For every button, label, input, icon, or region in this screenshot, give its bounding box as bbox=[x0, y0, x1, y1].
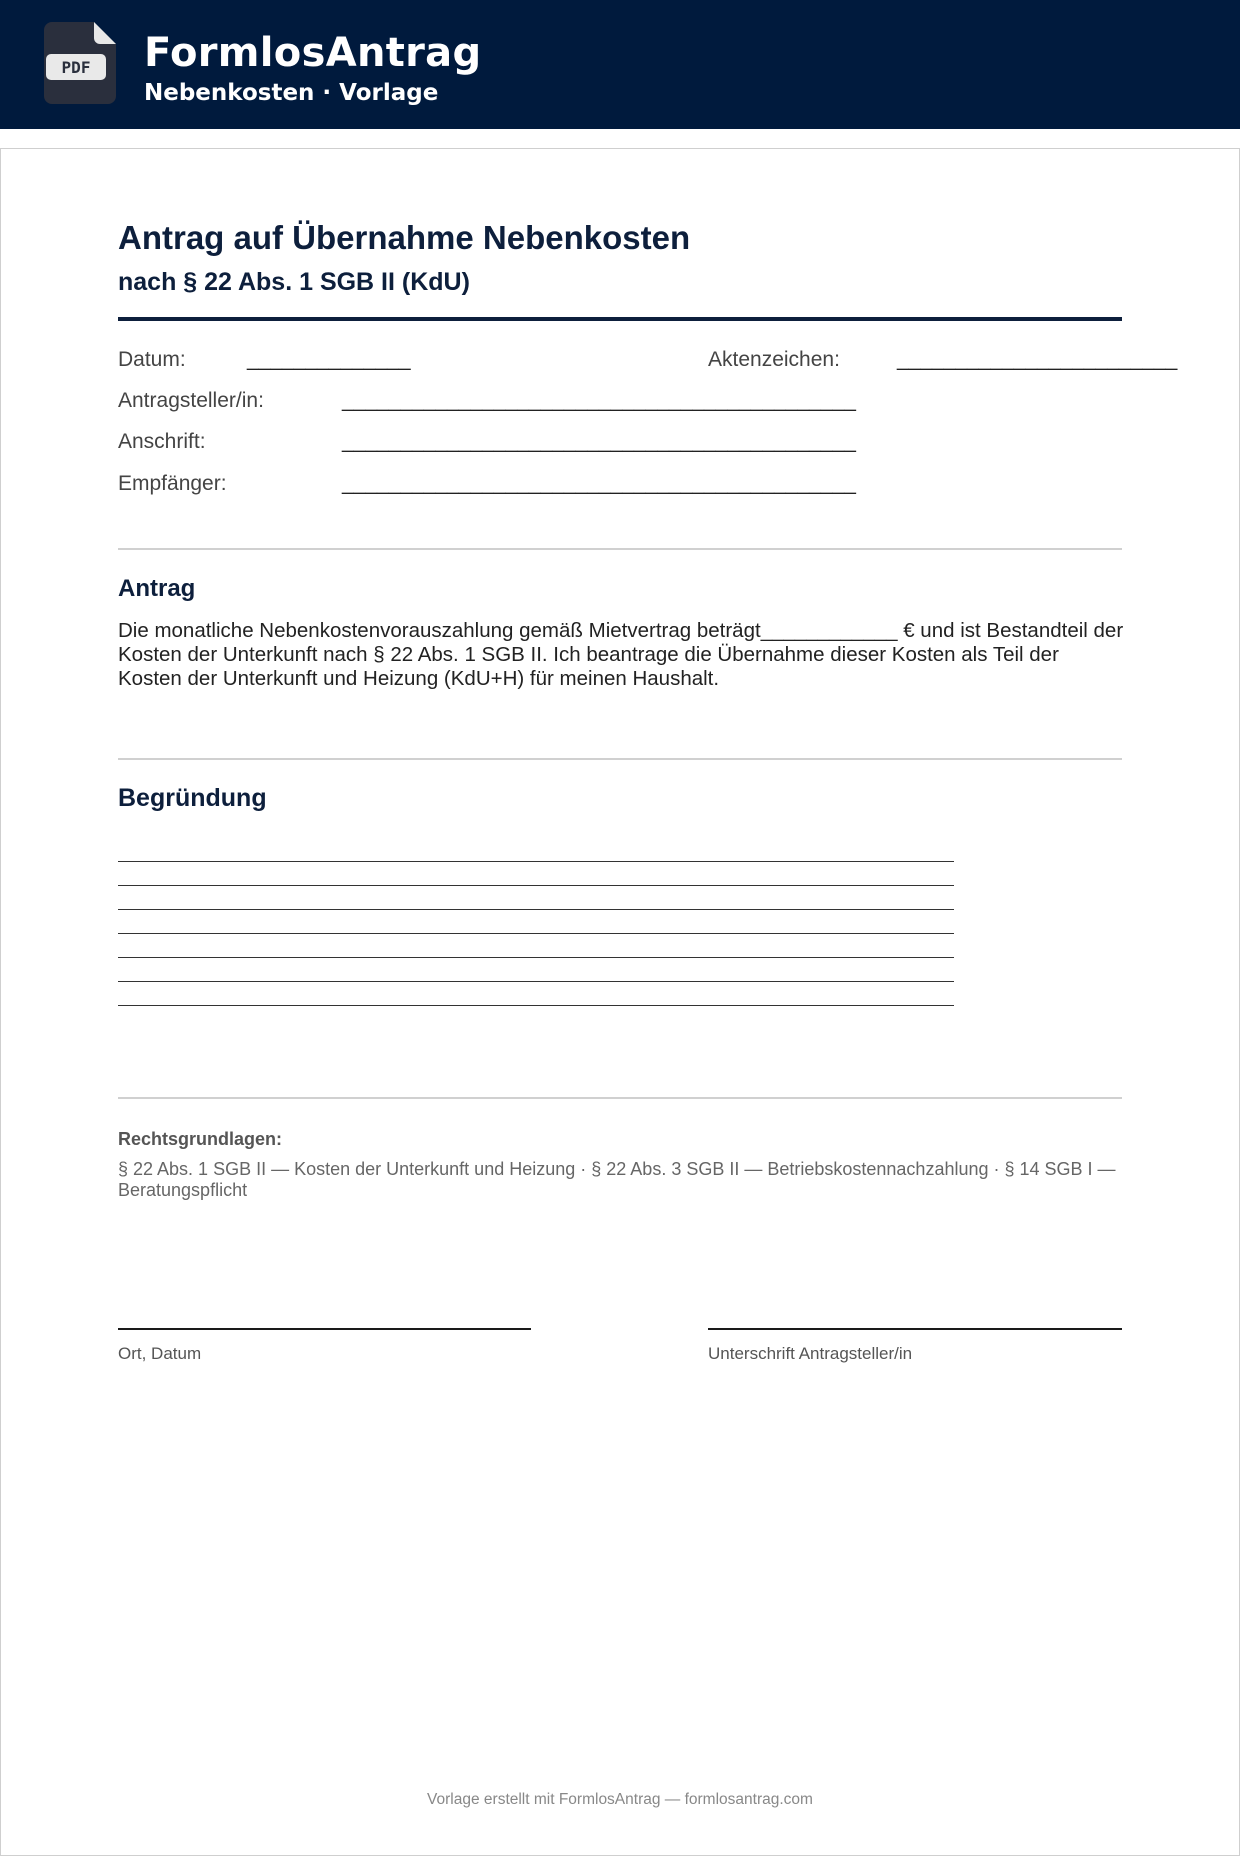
title-divider bbox=[118, 317, 1122, 321]
antragsteller-label: Antragsteller/in: bbox=[118, 389, 264, 412]
section-divider bbox=[118, 1097, 1122, 1099]
empfaenger-label: Empfänger: bbox=[118, 472, 227, 495]
pdf-file-icon bbox=[44, 22, 116, 104]
section-divider bbox=[118, 548, 1122, 550]
begruendung-field[interactable] bbox=[118, 838, 954, 1006]
begruendung-heading: Begründung bbox=[118, 784, 267, 812]
antrag-text-before: Die monatliche Nebenkostenvorauszahlung gemäß Mietvertrag beträgt bbox=[118, 619, 761, 642]
document-subtitle: nach § 22 Abs. 1 SGB II (KdU) bbox=[118, 268, 470, 296]
antrag-text bbox=[118, 619, 1128, 691]
ort-datum-line[interactable] bbox=[118, 1328, 531, 1330]
section-divider bbox=[118, 758, 1122, 760]
writing-line[interactable] bbox=[118, 910, 954, 934]
betrag-field[interactable]: ____________ bbox=[760, 619, 898, 642]
aktenzeichen-label: Aktenzeichen: bbox=[708, 348, 840, 371]
writing-line[interactable] bbox=[118, 886, 954, 910]
antragsteller-field[interactable]: ____________________________________________ bbox=[342, 389, 856, 412]
brand-subtitle: Nebenkosten · Vorlage bbox=[144, 80, 439, 106]
signature-label: Unterschrift Antragsteller/in bbox=[708, 1344, 913, 1363]
writing-line[interactable] bbox=[118, 862, 954, 886]
antrag-text-after: € und ist Bestandteil der Kosten der Unterkunft nach § 22 Abs. 1 SGB II. Ich beantrage die Übernahme dieser Kosten als Teil der Kosten der Unterkunft und Heizung (KdU+H) für meinen Haushalt. bbox=[118, 619, 1124, 690]
page-footer: Vorlage erstellt mit FormlosAntrag — formlosantrag.com bbox=[427, 1791, 813, 1808]
anschrift-field[interactable]: ____________________________________________ bbox=[342, 430, 856, 453]
ort-datum-label: Ort, Datum bbox=[118, 1344, 202, 1363]
writing-line[interactable] bbox=[118, 838, 954, 862]
brand-title: FormlosAntrag bbox=[144, 30, 482, 76]
writing-line[interactable] bbox=[118, 934, 954, 958]
anschrift-label: Anschrift: bbox=[118, 430, 206, 453]
app-header bbox=[0, 0, 1240, 129]
antrag-heading: Antrag bbox=[118, 575, 196, 602]
aktenzeichen-field[interactable]: ________________________ bbox=[897, 348, 1178, 371]
rechtsgrundlagen-heading: Rechtsgrundlagen: bbox=[118, 1129, 283, 1149]
datum-label: Datum: bbox=[118, 348, 186, 371]
pdf-icon-label: PDF bbox=[61, 58, 91, 77]
document-title: Antrag auf Übernahme Nebenkosten bbox=[118, 219, 691, 256]
writing-line[interactable] bbox=[118, 958, 954, 982]
rechtsgrundlagen-text: § 22 Abs. 1 SGB II — Kosten der Unterkunft und Heizung · § 22 Abs. 3 SGB II — Betriebskostennachzahlung · § 14 SGB I — Beratungspflicht bbox=[118, 1159, 1116, 1200]
datum-field[interactable]: ______________ bbox=[247, 348, 411, 371]
empfaenger-field[interactable]: ____________________________________________ bbox=[342, 472, 856, 495]
writing-line[interactable] bbox=[118, 982, 954, 1006]
signature-line[interactable] bbox=[708, 1328, 1122, 1330]
